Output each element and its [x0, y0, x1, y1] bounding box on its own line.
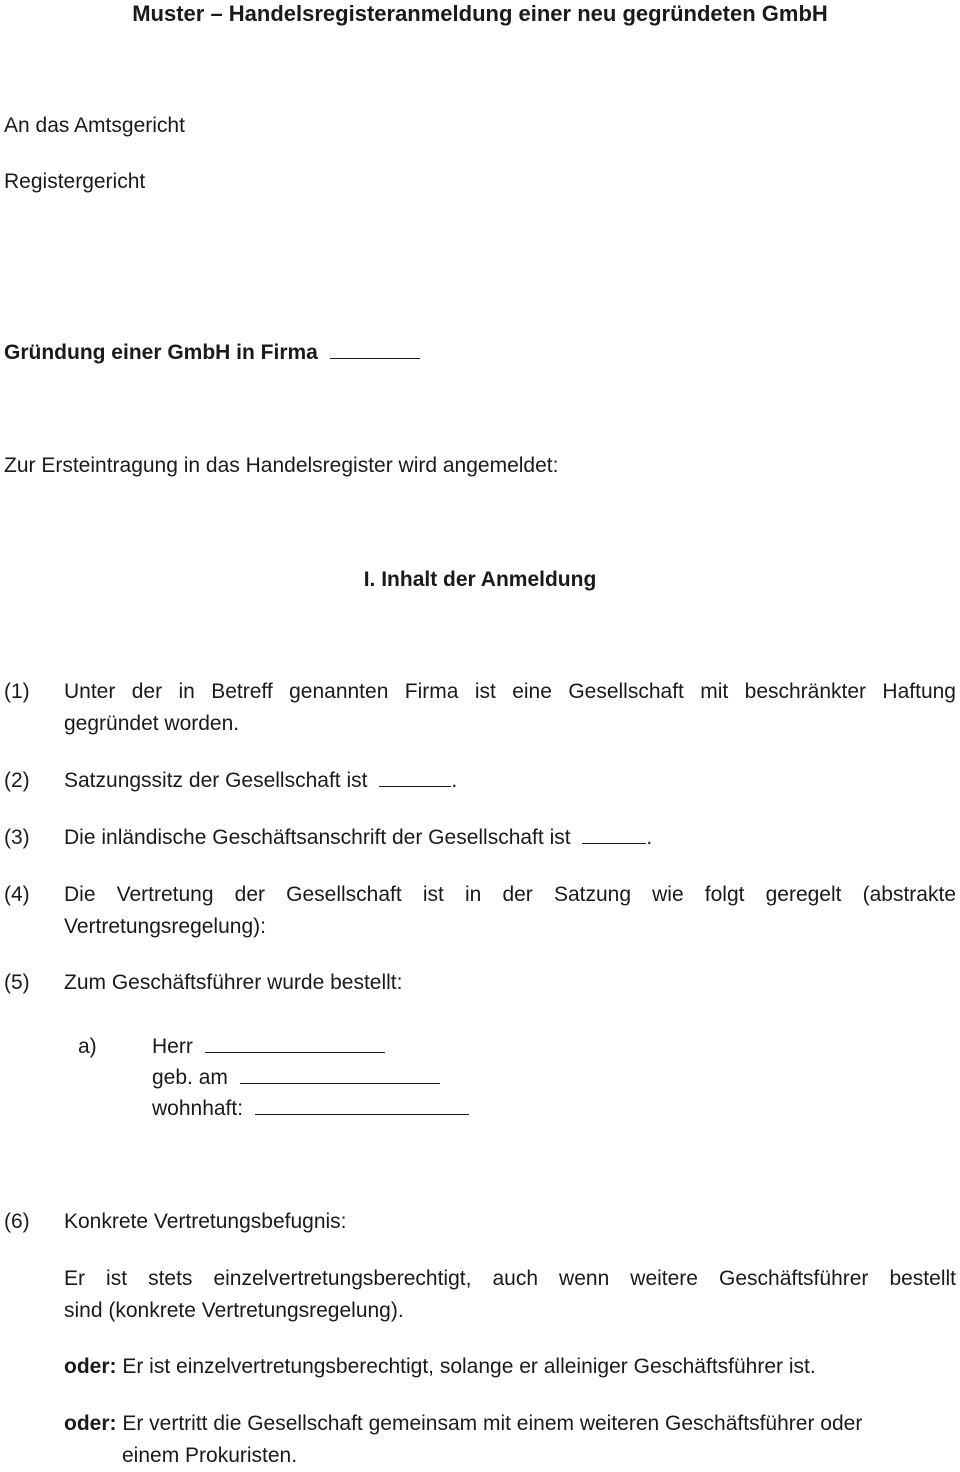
- address-line-registry: Registergericht: [4, 170, 146, 193]
- address-line-court: An das Amtsgericht: [4, 114, 185, 137]
- item-3-suffix: .: [646, 826, 653, 849]
- option-3-keyword: oder:: [64, 1412, 117, 1435]
- manager-residence-line: [152, 1093, 469, 1125]
- seat-blank[interactable]: [379, 768, 451, 787]
- item-4-number: (4): [4, 883, 30, 906]
- item-6-number: (6): [4, 1210, 30, 1233]
- item-4-text: [64, 879, 956, 943]
- item-1-number: (1): [4, 680, 30, 703]
- option-3-body-1: Er vertritt die Gesellschaft gemeinsam mit einem weiteren Geschäftsführer oder: [122, 1412, 863, 1435]
- item-4-line-2: Vertretungsregelung):: [64, 915, 266, 938]
- option-2-keyword: oder:: [64, 1355, 117, 1378]
- option-3-line-1: [64, 1408, 956, 1440]
- manager-name-line: [152, 1031, 385, 1063]
- item-1-text: [64, 676, 956, 740]
- item-2-text: [64, 765, 457, 797]
- item-3-text: [64, 822, 652, 854]
- item-4-line-1: Die Vertretung der Gesellschaft ist in der Satzung wie folgt geregelt (abstrakte: [64, 883, 956, 906]
- subject-line: [4, 337, 420, 369]
- item-5-sub-label: a): [78, 1035, 97, 1058]
- document-title: Muster – Handelsregisteranmeldung einer neu gegründeten GmbH: [132, 1, 828, 26]
- intro-text: Zur Ersteintragung in das Handelsregister wird angemeldet:: [4, 454, 559, 477]
- manager-name-blank[interactable]: [205, 1034, 385, 1053]
- item-6-text: Konkrete Vertretungsbefugnis:: [64, 1210, 347, 1233]
- item-3-number: (3): [4, 826, 30, 849]
- option-3-line-2: einem Prokuristen.: [122, 1444, 298, 1467]
- address-blank[interactable]: [582, 825, 646, 844]
- manager-birthdate-blank[interactable]: [240, 1065, 440, 1084]
- option-1-text: [64, 1263, 956, 1327]
- manager-residence-blank[interactable]: [255, 1096, 469, 1115]
- manager-name-label: Herr: [152, 1035, 193, 1058]
- item-1-line-1: Unter der in Betreff genannten Firma ist eine Gesellschaft mit beschränkter Haftung: [64, 680, 956, 703]
- item-2-number: (2): [4, 769, 30, 792]
- section-heading: I. Inhalt der Anmeldung: [363, 568, 597, 591]
- item-2-label: Satzungssitz der Gesellschaft ist: [64, 769, 368, 792]
- company-name-blank[interactable]: [330, 340, 420, 359]
- manager-residence-label: wohnhaft:: [152, 1097, 244, 1120]
- manager-birthdate-line: [152, 1062, 440, 1094]
- item-3-label: Die inländische Geschäftsanschrift der Gesellschaft ist: [64, 826, 571, 849]
- option-1-line-2: sind (konkrete Vertretungsregelung).: [64, 1299, 404, 1322]
- item-5-text: Zum Geschäftsführer wurde bestellt:: [64, 971, 403, 994]
- option-2-body: Er ist einzelvertretungsberechtigt, solange er alleiniger Geschäftsführer ist.: [122, 1355, 816, 1378]
- subject-text: Gründung einer GmbH in Firma: [4, 341, 318, 364]
- option-3-text: [64, 1408, 956, 1472]
- option-1-line-1: Er ist stets einzelvertretungsberechtigt, auch wenn weitere Geschäftsführer bestellt: [64, 1267, 956, 1290]
- item-5-number: (5): [4, 971, 30, 994]
- item-1-line-2: gegründet worden.: [64, 712, 240, 735]
- item-2-suffix: .: [451, 769, 458, 792]
- manager-birthdate-label: geb. am: [152, 1066, 228, 1089]
- option-2-text: [64, 1351, 816, 1383]
